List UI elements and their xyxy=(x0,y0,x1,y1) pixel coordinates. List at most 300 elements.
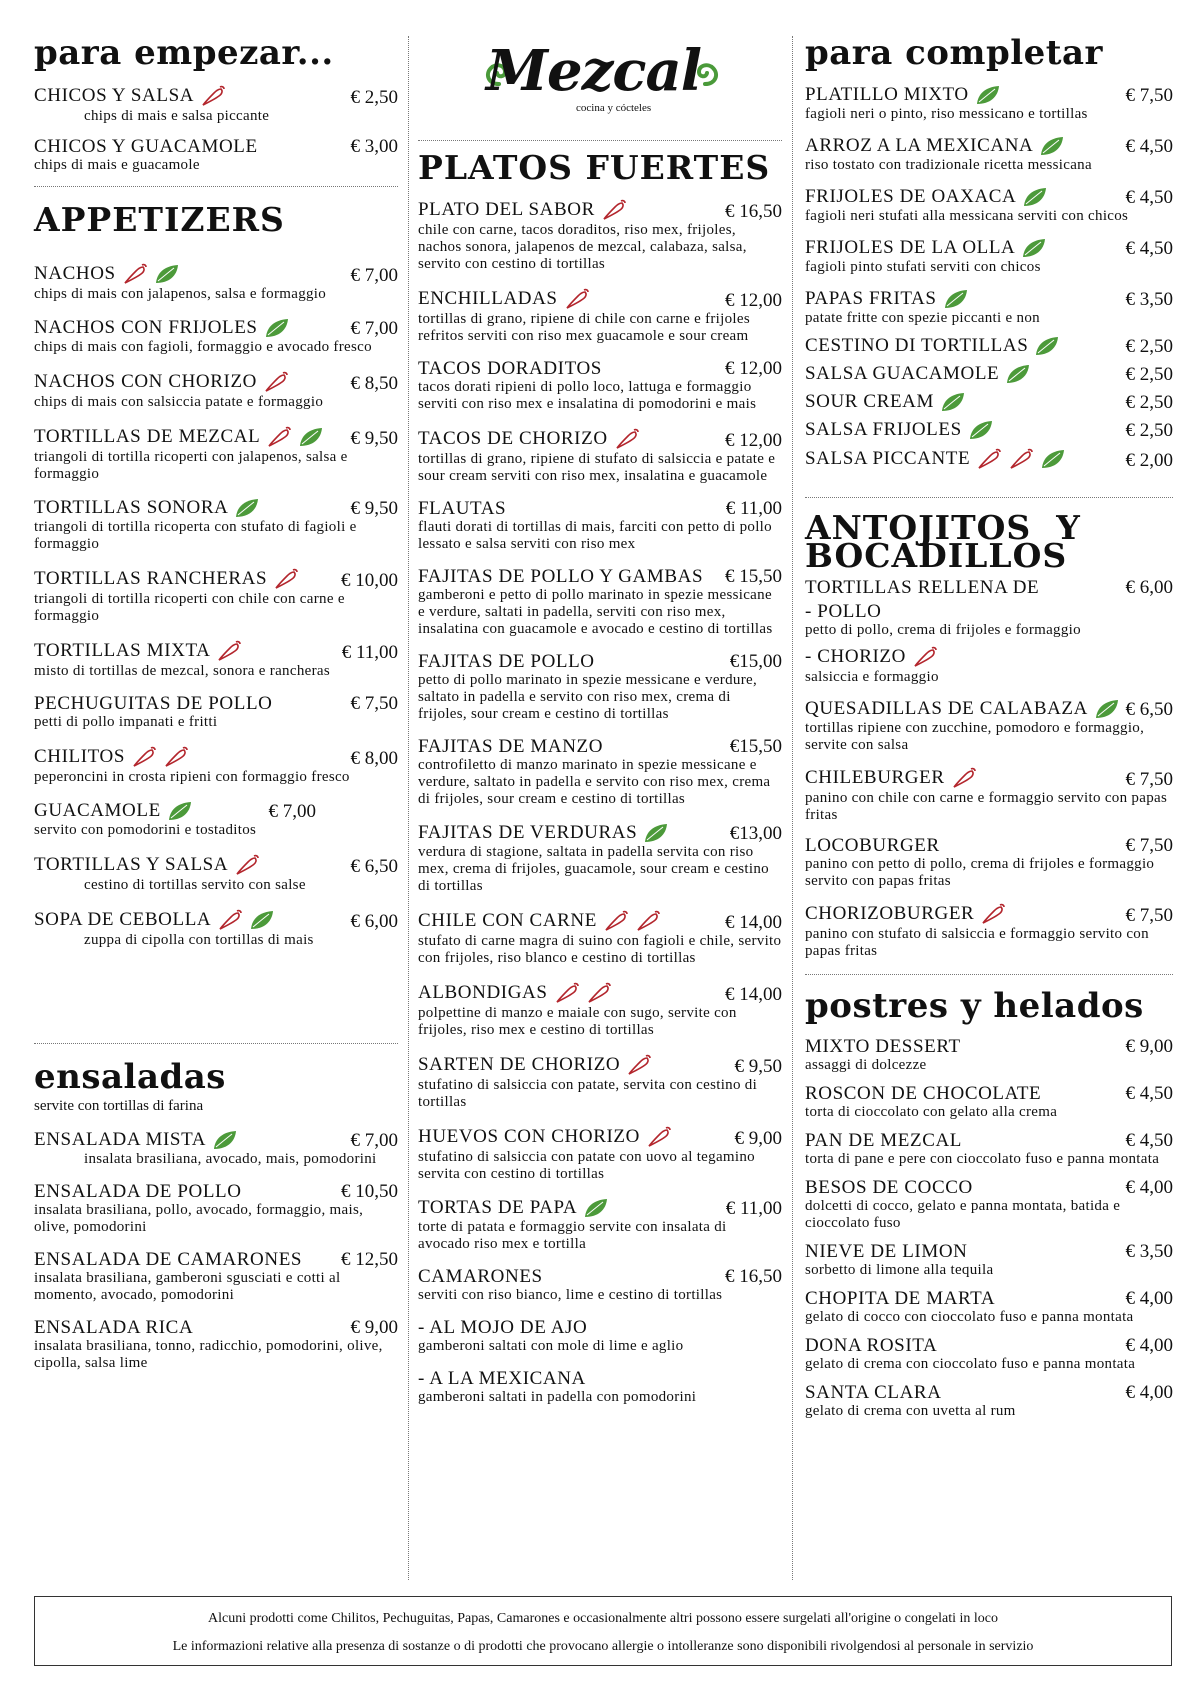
menu-item-price: € 2,50 xyxy=(1125,336,1173,357)
menu-item-row xyxy=(805,447,1173,471)
menu-item-price: € 8,00 xyxy=(350,748,398,769)
menu-item-name-text: DONA ROSITA xyxy=(805,1335,938,1356)
menu-item-name xyxy=(805,84,1001,106)
menu-item-row xyxy=(805,419,1173,441)
menu-item-description: stufatino di salsiccia con patate con uovo al tegamino servita con cestino di tortillas xyxy=(418,1149,755,1182)
menu-item-name-text: ENSALADA DE POLLO xyxy=(34,1181,242,1202)
menu-item-price: € 14,00 xyxy=(725,984,782,1005)
menu-item-name xyxy=(34,425,324,449)
menu-item-row xyxy=(805,836,1173,856)
menu-item xyxy=(805,288,1173,327)
menu-item-name-text: - A LA MEXICANA xyxy=(418,1368,586,1389)
menu-item-price: € 9,50 xyxy=(350,428,398,449)
menu-item-row xyxy=(805,1084,1173,1104)
menu-item xyxy=(418,198,782,273)
menu-item-row xyxy=(805,1242,1173,1262)
menu-item-description: petto di pollo, crema di frijoles e formaggio xyxy=(805,622,1081,638)
menu-item-name xyxy=(34,908,275,932)
menu-item-price: € 2,50 xyxy=(1125,364,1173,385)
footer-note-frozen: Alcuni prodotti come Chilitos, Pechuguitas, Papas, Camarones e occasionalmente altri possono essere surgelati all'origine o congelati in loco xyxy=(208,1611,998,1626)
menu-item-price: € 3,50 xyxy=(1125,289,1173,310)
menu-item-description: gamberoni saltati in padella con pomodorini xyxy=(418,1389,697,1405)
menu-item-name xyxy=(34,1129,238,1151)
menu-item-name-text: HUEVOS CON CHORIZO xyxy=(418,1126,640,1147)
section-divider xyxy=(418,140,782,141)
menu-item-description: chile con carne, tacos doraditos, riso mex, frijoles, nachos sonora, jalapenos de mezcal, calabaza, salsa, servito con cestino di tortillas xyxy=(418,222,747,272)
leaf-icon xyxy=(1039,135,1065,157)
menu-item-description: verdura di stagione, saltata in padella servita con riso mex, crema di frijoles, guacamole, sour cream e cestino di tortillas xyxy=(418,844,769,894)
menu-item-price: € 9,00 xyxy=(350,1317,398,1338)
menu-item xyxy=(805,698,1173,754)
menu-item-row xyxy=(34,853,398,877)
menu-item-name-text: CESTINO DI TORTILLAS xyxy=(805,335,1029,356)
menu-item-description: tacos dorati ripieni di pollo loco, lattuga e formaggio serviti con riso mex e insalatina di pomodorini e mais xyxy=(418,379,757,412)
menu-item-name-text: BESOS DE COCCO xyxy=(805,1177,973,1198)
antojitos-list xyxy=(805,578,1173,960)
menu-item-description: insalata brasiliana, pollo, avocado, formaggio, mais, olive, pomodorini xyxy=(34,1202,364,1235)
menu-item-name xyxy=(805,288,969,310)
menu-item-name-text: TACOS DE CHORIZO xyxy=(418,428,608,449)
menu-item-name xyxy=(805,1383,942,1403)
menu-item xyxy=(418,1267,782,1304)
menu-item xyxy=(418,1318,782,1355)
menu-item-name xyxy=(805,419,994,441)
menu-item xyxy=(418,499,782,553)
menu-item-name xyxy=(418,567,703,587)
leaf-icon xyxy=(583,1197,609,1219)
menu-item-description: gelato di crema con cioccolato fuso e panna montata xyxy=(805,1356,1136,1372)
menu-item-price: € 6,00 xyxy=(1125,577,1173,598)
menu-item-row xyxy=(418,198,782,222)
menu-item-price: €13,00 xyxy=(729,823,782,844)
menu-item-description: servito con pomodorini e tostaditos xyxy=(34,822,257,838)
menu-item xyxy=(418,1197,782,1253)
chili-icon xyxy=(564,287,590,311)
leaf-icon xyxy=(1022,186,1048,208)
menu-item-price: € 16,50 xyxy=(725,201,782,222)
leaf-icon xyxy=(968,419,994,441)
menu-item-name-text: ENSALADA RICA xyxy=(34,1317,194,1338)
menu-item-price: € 7,50 xyxy=(1125,905,1173,926)
section-title-para-empezar: para empezar... xyxy=(34,33,334,73)
menu-item-price: € 8,50 xyxy=(350,373,398,394)
menu-item-row xyxy=(805,186,1173,208)
chili-icon xyxy=(626,1053,652,1077)
antojitos-title-line1: ANTOJITOS Y xyxy=(805,508,1081,547)
menu-item-name xyxy=(418,1125,672,1149)
chili-icon xyxy=(601,198,627,222)
para-empezar-list xyxy=(34,84,398,174)
menu-item-description: chips di mais con jalapenos, salsa e formaggio xyxy=(34,286,327,302)
menu-item-price: € 4,00 xyxy=(1125,1382,1173,1403)
menu-item-price: € 12,50 xyxy=(341,1249,398,1270)
column-divider xyxy=(792,36,793,1580)
menu-item-name xyxy=(418,359,602,379)
middle-column xyxy=(418,36,782,1418)
menu-item-name-text: ENCHILLADAS xyxy=(418,288,558,309)
chili-icon xyxy=(263,370,289,394)
menu-item-price: € 7,50 xyxy=(350,693,398,714)
menu-item-row xyxy=(34,1182,398,1202)
menu-item-name xyxy=(805,698,1120,720)
menu-item-name xyxy=(805,1084,1041,1104)
menu-item-name xyxy=(34,639,242,663)
menu-item xyxy=(34,639,398,680)
menu-item-row xyxy=(805,1131,1173,1151)
menu-item xyxy=(34,1182,398,1236)
menu-item-name xyxy=(805,447,1066,471)
menu-item-price: € 4,50 xyxy=(1125,136,1173,157)
menu-item-price: € 11,00 xyxy=(725,498,782,519)
menu-item-row xyxy=(34,425,398,449)
section-divider xyxy=(34,186,398,187)
menu-item xyxy=(805,1242,1173,1279)
menu-item-name xyxy=(34,1250,302,1270)
menu-item-row xyxy=(418,1267,782,1287)
menu-item-price: € 15,50 xyxy=(725,566,782,587)
logo-wordmark: Mezcal xyxy=(486,38,702,104)
menu-item xyxy=(805,1037,1173,1074)
menu-item-row xyxy=(805,578,1173,598)
section-title-antojitos xyxy=(805,508,1173,575)
menu-item-price: € 2,50 xyxy=(350,87,398,108)
menu-item-description: insalata brasiliana, tonno, radicchio, pomodorini, olive, cipolla, salsa lime xyxy=(34,1338,383,1371)
menu-item xyxy=(418,981,782,1039)
menu-item xyxy=(34,1129,398,1168)
menu-item-row xyxy=(805,84,1173,106)
section-title-postres: postres y helados xyxy=(805,986,1144,1026)
menu-item-name-text: LOCOBURGER xyxy=(805,835,940,856)
menu-item-name-text: FLAUTAS xyxy=(418,498,507,519)
chili-icon xyxy=(131,745,157,769)
menu-item-description: controfiletto di manzo marinato in spezie messicane e verdure, saltato in padella e servito con riso mex, crema di frijoles, sour cream e cestino di tortillas xyxy=(418,757,771,807)
leaf-icon xyxy=(940,391,966,413)
menu-item-price: € 6,50 xyxy=(1125,699,1173,720)
section-title-ensaladas: ensaladas xyxy=(34,1057,226,1097)
menu-item-row xyxy=(418,652,782,672)
menu-item xyxy=(34,84,398,125)
menu-item-name xyxy=(418,287,590,311)
section-divider xyxy=(805,974,1173,975)
menu-item-name-text: SANTA CLARA xyxy=(805,1382,942,1403)
menu-item-name-text: - CHORIZO xyxy=(805,646,906,667)
menu-item-row xyxy=(418,1197,782,1219)
menu-item-name-text: TORTILLAS Y SALSA xyxy=(34,854,229,875)
menu-item-name-text: ENSALADA MISTA xyxy=(34,1129,207,1150)
menu-item xyxy=(34,800,398,839)
menu-item-name-text: PLATILLO MIXTO xyxy=(805,84,969,105)
menu-item-name-text: CHICOS Y SALSA xyxy=(34,85,195,106)
menu-item-description: fagioli neri o pinto, riso messicano e tortillas xyxy=(805,106,1088,122)
menu-item-name-text: ALBONDIGAS xyxy=(418,982,548,1003)
chili-icon xyxy=(266,425,292,449)
menu-item-description: polpettine di manzo e maiale con sugo, servite con frijoles, riso mex e cestino di tortillas xyxy=(418,1005,737,1038)
leaf-icon xyxy=(943,288,969,310)
chili-icon xyxy=(646,1125,672,1149)
menu-item-row xyxy=(418,1125,782,1149)
menu-item-price: € 6,50 xyxy=(350,856,398,877)
menu-item xyxy=(34,1318,398,1372)
section-title-platos-fuertes: PLATOS FUERTES xyxy=(418,148,771,187)
menu-item xyxy=(418,359,782,413)
menu-item-row xyxy=(805,335,1173,357)
menu-item-row xyxy=(418,1369,782,1389)
menu-item-name xyxy=(34,497,260,519)
menu-item-name xyxy=(34,317,290,339)
menu-item-name xyxy=(418,1318,587,1338)
menu-item-name-text: ENSALADA DE CAMARONES xyxy=(34,1249,303,1270)
menu-item-description: torta di cioccolato con gelato alla crema xyxy=(805,1104,1058,1120)
menu-item-name-text: TORTILLAS SONORA xyxy=(34,497,229,518)
menu-item-row xyxy=(34,800,398,822)
menu-item-name-text: ARROZ A LA MEXICANA xyxy=(805,135,1034,156)
menu-item xyxy=(805,1336,1173,1373)
menu-item-name-text: CHOPITA DE MARTA xyxy=(805,1288,996,1309)
right-column xyxy=(805,33,1173,1432)
menu-item-row xyxy=(805,237,1173,259)
menu-item-description: panino con chile con carne e formaggio servito con papas fritas xyxy=(805,790,1168,823)
menu-item xyxy=(34,1250,398,1304)
menu-item-name-text: SOPA DE CEBOLLA xyxy=(34,909,212,930)
menu-item-description: triangoli di tortilla ricoperti con chile con carne e formaggio xyxy=(34,591,345,624)
column-divider xyxy=(408,36,409,1580)
menu-item-description: gamberoni e petto di pollo marinato in spezie messicane e verdure, saltati in padella, serviti con riso mex, insalatina con guacamole e avocado e cestino di tortillas xyxy=(418,587,773,637)
menu-item-name-text: SALSA PICCANTE xyxy=(805,448,971,469)
menu-item-name-text: SALSA FRIJOLES xyxy=(805,419,962,440)
menu-item-price: € 14,00 xyxy=(725,912,782,933)
menu-item-price: € 7,00 xyxy=(268,801,316,822)
menu-item-description: flauti dorati di tortillas di mais, farciti con petto di pollo lessato e salsa serviti con riso mex xyxy=(418,519,772,552)
ensaladas-list xyxy=(34,1129,398,1372)
menu-item-row xyxy=(34,262,398,286)
menu-item-description: assaggi di dolcezze xyxy=(805,1057,927,1073)
menu-item-description: salsiccia e formaggio xyxy=(805,669,939,685)
menu-item-description: stufato di carne magra di suino con fagioli e chile, servito con frijoles, riso blanco e cestino di tortillas xyxy=(418,933,782,966)
menu-item-name xyxy=(805,1242,967,1262)
menu-item-name-text: CHORIZOBURGER xyxy=(805,903,975,924)
menu-item xyxy=(805,645,1173,686)
menu-item-description: petto di pollo marinato in spezie messicane e verdure, saltato in padella e servito con riso mex, crema di frijoles, sour cream e cestino di tortillas xyxy=(418,672,758,722)
menu-item-name xyxy=(34,694,272,714)
menu-item-description: cestino di tortillas servito con salse xyxy=(84,877,306,893)
menu-item-name-text: CHILEBURGER xyxy=(805,767,945,788)
menu-item-row xyxy=(34,694,398,714)
menu-item xyxy=(34,137,398,174)
menu-item xyxy=(805,1178,1173,1232)
menu-item-row xyxy=(418,427,782,451)
menu-item xyxy=(418,909,782,967)
menu-item-name xyxy=(805,1131,962,1151)
menu-item-price: € 4,00 xyxy=(1125,1177,1173,1198)
menu-item xyxy=(418,822,782,895)
menu-item xyxy=(805,84,1173,123)
menu-item-price: € 10,50 xyxy=(341,1181,398,1202)
menu-item-description: misto di tortillas de mezcal, sonora e rancheras xyxy=(34,663,330,679)
leaf-icon xyxy=(298,426,324,448)
menu-item-row xyxy=(418,909,782,933)
footer-note-allergens: Le informazioni relative alla presenza di sostanze o di prodotti che provocano allergie o intolleranze sono disponibili rivolgendosi al personale in servizio xyxy=(172,1639,1034,1654)
logo-tagline: cocina y cócteles xyxy=(576,102,652,114)
menu-item-description: tortillas ripiene con zucchine, pomodoro e formaggio, servite con salsa xyxy=(805,720,1145,753)
platos-fuertes-list xyxy=(418,198,782,1406)
leaf-icon xyxy=(154,263,180,285)
menu-item-name-text: GUACAMOLE xyxy=(34,800,161,821)
menu-item-row xyxy=(34,639,398,663)
menu-item-name xyxy=(418,909,661,933)
menu-item-price: €15,50 xyxy=(729,736,782,757)
chili-icon xyxy=(216,639,242,663)
menu-item-price: € 7,50 xyxy=(1125,835,1173,856)
menu-item-price: € 7,00 xyxy=(350,318,398,339)
menu-item-price: € 4,00 xyxy=(1125,1288,1173,1309)
menu-item-description: gelato di cocco con cioccolato fuso e panna montata xyxy=(805,1309,1134,1325)
menu-item-price: € 6,00 xyxy=(350,911,398,932)
menu-item-row xyxy=(805,1336,1173,1356)
menu-item xyxy=(805,391,1173,413)
menu-item-description: tortillas di grano, ripiene di stufato di salsiccia e patate e sour cream serviti con riso mex, insalatina e guacamole xyxy=(418,451,776,484)
menu-item-name-text: TORTILLAS RANCHERAS xyxy=(34,568,268,589)
para-completar-list xyxy=(805,84,1173,471)
menu-item xyxy=(34,694,398,731)
menu-item-description: peperoncini in crosta ripieni con formaggio fresco xyxy=(34,769,350,785)
menu-item-name-text: FAJITAS DE POLLO xyxy=(418,651,595,672)
menu-item-name xyxy=(418,822,669,844)
menu-item-name xyxy=(418,1267,543,1287)
menu-item-price: € 4,50 xyxy=(1125,238,1173,259)
menu-item-row xyxy=(418,822,782,844)
left-column xyxy=(34,33,398,1384)
menu-item-row xyxy=(34,1250,398,1270)
menu-item xyxy=(805,836,1173,890)
menu-item-name xyxy=(34,84,226,108)
menu-item-name-text: NACHOS xyxy=(34,263,116,284)
chili-icon xyxy=(912,645,938,669)
menu-item-name-text: MIXTO DESSERT xyxy=(805,1036,961,1057)
menu-item xyxy=(34,567,398,625)
menu-item-name xyxy=(418,737,603,757)
menu-item xyxy=(418,1053,782,1111)
menu-item-name-text: CHILITOS xyxy=(34,746,126,767)
menu-item-row xyxy=(34,497,398,519)
menu-item-price: € 16,50 xyxy=(725,1266,782,1287)
menu-item-description: triangoli di tortilla ricoperta con stufato di fagioli e formaggio xyxy=(34,519,357,552)
menu-item-name xyxy=(418,1197,609,1219)
chili-icon xyxy=(163,745,189,769)
menu-item-description: fagioli pinto stufati serviti con chicos xyxy=(805,259,1041,275)
menu-item-name xyxy=(418,1369,586,1389)
menu-item-name-text: QUESADILLAS DE CALABAZA xyxy=(805,698,1088,719)
menu-item-price: € 4,50 xyxy=(1125,187,1173,208)
section-divider xyxy=(34,1043,398,1044)
menu-item-price: € 3,00 xyxy=(350,136,398,157)
menu-item-price: € 4,50 xyxy=(1125,1130,1173,1151)
menu-item-row xyxy=(418,737,782,757)
menu-item-price: € 7,00 xyxy=(350,265,398,286)
leaf-icon xyxy=(264,317,290,339)
menu-item-name xyxy=(805,186,1048,208)
postres-list xyxy=(805,1037,1173,1420)
menu-item-description: fagioli neri stufati alla messicana serviti con chicos xyxy=(805,208,1129,224)
menu-item-description: stufatino di salsiccia con patate, servita con cestino di tortillas xyxy=(418,1077,758,1110)
menu-item-price: € 2,00 xyxy=(1125,450,1173,471)
menu-item xyxy=(34,370,398,411)
menu-item-description: tortillas di grano, ripiene di chile con carne e frijoles refritos serviti con riso mex guacamole e sour cream xyxy=(418,311,750,344)
menu-item xyxy=(805,1383,1173,1420)
menu-item-name-text: FRIJOLES DE OAXACA xyxy=(805,186,1017,207)
menu-item-description: patate fritte con spezie piccanti e non xyxy=(805,310,1040,326)
menu-item-name xyxy=(805,1037,961,1057)
menu-item-row xyxy=(34,908,398,932)
menu-item xyxy=(805,766,1173,824)
menu-item-row xyxy=(34,1318,398,1338)
menu-item-name xyxy=(418,499,506,519)
menu-item xyxy=(418,427,782,485)
menu-item xyxy=(805,902,1173,960)
menu-item-row xyxy=(418,567,782,587)
menu-item-name xyxy=(805,836,940,856)
menu-item-name xyxy=(418,1053,652,1077)
menu-item xyxy=(34,497,398,553)
menu-item-name-text: TORTILLAS DE MEZCAL xyxy=(34,426,261,447)
menu-item-description: serviti con riso bianco, lime e cestino di tortillas xyxy=(418,1287,723,1303)
menu-item-description: torta di pane e pere con cioccolato fuso e panna montata xyxy=(805,1151,1160,1167)
menu-item-row xyxy=(805,698,1173,720)
menu-item xyxy=(805,335,1173,357)
menu-item xyxy=(34,908,398,949)
menu-item-name-text: PECHUGUITAS DE POLLO xyxy=(34,693,273,714)
menu-item-price: € 4,00 xyxy=(1125,1335,1173,1356)
menu-item xyxy=(805,1131,1173,1168)
menu-item-description: sorbetto di limone alla tequila xyxy=(805,1262,994,1278)
menu-item-row xyxy=(418,1053,782,1077)
menu-item-price: € 7,50 xyxy=(1125,769,1173,790)
section-title-para-completar: para completar xyxy=(805,33,1103,73)
menu-item-description: gelato di crema con uvetta al rum xyxy=(805,1403,1016,1419)
menu-item xyxy=(34,425,398,483)
menu-item-name xyxy=(34,1318,193,1338)
menu-item-description: riso tostato con tradizionale ricetta messicana xyxy=(805,157,1092,173)
menu-item-row xyxy=(34,317,398,339)
menu-item-name xyxy=(805,645,938,669)
menu-item-price: € 7,50 xyxy=(1125,85,1173,106)
menu-item-name xyxy=(34,800,193,822)
menu-item-name xyxy=(418,427,640,451)
menu-item-price: € 7,00 xyxy=(350,1130,398,1151)
leaf-icon xyxy=(1021,237,1047,259)
menu-item xyxy=(34,262,398,303)
leaf-icon xyxy=(1034,335,1060,357)
menu-item-price: € 11,00 xyxy=(725,1198,782,1219)
chili-icon xyxy=(217,908,243,932)
menu-item-description: triangoli di tortilla ricoperti con jalapenos, salsa e formaggio xyxy=(34,449,348,482)
section-divider xyxy=(805,497,1173,498)
chili-icon xyxy=(234,853,260,877)
menu-item-name xyxy=(805,1336,937,1356)
menu-item-price: € 12,00 xyxy=(725,290,782,311)
menu-item-price: € 10,00 xyxy=(341,570,398,591)
menu-item xyxy=(805,135,1173,174)
menu-item xyxy=(805,237,1173,276)
menu-item-name-text: SALSA GUACAMOLE xyxy=(805,363,1000,384)
menu-item-name xyxy=(34,567,299,591)
menu-item-row xyxy=(805,645,1173,669)
menu-item-row xyxy=(805,1037,1173,1057)
menu-item-name-text: ROSCON DE CHOCOLATE xyxy=(805,1083,1042,1104)
menu-item-description: chips di mais con salsiccia patate e formaggio xyxy=(34,394,324,410)
menu-item-name-text: FRIJOLES DE LA OLLA xyxy=(805,237,1016,258)
menu-item-description: panino con stufato di salsiccia e formaggio servito con papas fritas xyxy=(805,926,1149,959)
menu-item-name xyxy=(805,602,882,622)
